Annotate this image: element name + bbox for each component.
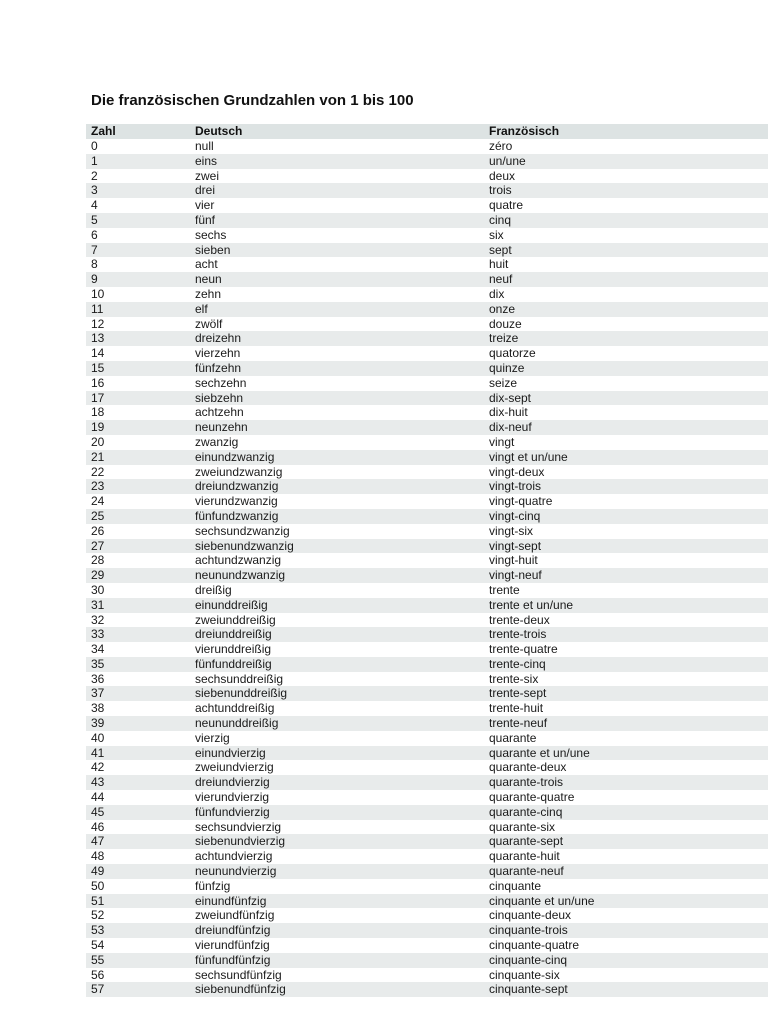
cell-zahl: 26 <box>91 523 105 538</box>
cell-zahl: 1 <box>91 153 98 168</box>
table-row <box>86 435 768 450</box>
table-row <box>86 938 768 953</box>
table-row <box>86 317 768 332</box>
cell-zahl: 17 <box>91 390 105 405</box>
cell-zahl: 8 <box>91 257 98 272</box>
table-row <box>86 716 768 731</box>
cell-deutsch: vierzig <box>195 730 230 745</box>
cell-franzoesisch: trente-cinq <box>489 656 546 671</box>
cell-deutsch: drei <box>195 183 216 198</box>
cell-deutsch: achtundvierzig <box>195 849 273 864</box>
table-row <box>86 642 768 657</box>
column-header-deutsch: Deutsch <box>195 124 243 138</box>
cell-zahl: 25 <box>91 508 105 523</box>
cell-deutsch: dreiundfünfzig <box>195 923 271 938</box>
cell-deutsch: einundzwanzig <box>195 449 275 464</box>
cell-franzoesisch: trente <box>489 582 520 597</box>
table-row <box>86 553 768 568</box>
cell-zahl: 23 <box>91 479 105 494</box>
cell-franzoesisch: six <box>489 227 504 242</box>
cell-deutsch: siebenundzwanzig <box>195 538 294 553</box>
cell-franzoesisch: quatorze <box>489 346 536 361</box>
table-row <box>86 287 768 302</box>
cell-deutsch: null <box>195 139 214 153</box>
cell-deutsch: sechsundzwanzig <box>195 523 290 538</box>
cell-zahl: 56 <box>91 967 105 982</box>
table-row <box>86 894 768 909</box>
cell-deutsch: dreiunddreißig <box>195 627 272 642</box>
table-row <box>86 420 768 435</box>
cell-zahl: 48 <box>91 849 105 864</box>
cell-franzoesisch: cinq <box>489 212 512 227</box>
table-row <box>86 154 768 169</box>
cell-deutsch: fünfzig <box>195 878 231 893</box>
cell-franzoesisch: trois <box>489 183 512 198</box>
cell-franzoesisch: vingt-six <box>489 523 534 538</box>
cell-franzoesisch: huit <box>489 257 509 272</box>
table-row <box>86 391 768 406</box>
cell-franzoesisch: quinze <box>489 360 525 375</box>
table-row <box>86 302 768 317</box>
table-row <box>86 183 768 198</box>
cell-zahl: 49 <box>91 864 105 879</box>
cell-deutsch: neunundvierzig <box>195 864 277 879</box>
table-row <box>86 361 768 376</box>
cell-deutsch: siebzehn <box>195 390 244 405</box>
cell-deutsch: neununddreißig <box>195 716 279 731</box>
cell-zahl: 5 <box>91 212 98 227</box>
cell-franzoesisch: cinquante-deux <box>489 908 572 923</box>
cell-zahl: 35 <box>91 656 105 671</box>
table-row <box>86 627 768 642</box>
cell-zahl: 9 <box>91 272 98 287</box>
cell-zahl: 2 <box>91 168 98 183</box>
cell-deutsch: sechsundfünfzig <box>195 967 282 982</box>
cell-franzoesisch: vingt-quatre <box>489 494 553 509</box>
cell-zahl: 20 <box>91 434 105 449</box>
cell-franzoesisch: trente-six <box>489 671 539 686</box>
table-row <box>86 169 768 184</box>
table-row <box>86 775 768 790</box>
cell-franzoesisch: cinquante-quatre <box>489 938 580 953</box>
table-row <box>86 923 768 938</box>
cell-deutsch: neunundzwanzig <box>195 568 286 583</box>
cell-deutsch: neunzehn <box>195 420 248 435</box>
cell-deutsch: sechs <box>195 227 227 242</box>
cell-deutsch: sechsunddreißig <box>195 671 284 686</box>
cell-deutsch: vierundfünfzig <box>195 938 270 953</box>
cell-franzoesisch: neuf <box>489 272 513 287</box>
cell-zahl: 55 <box>91 952 105 967</box>
table-row <box>86 139 768 154</box>
cell-deutsch: vier <box>195 198 215 213</box>
cell-zahl: 19 <box>91 420 105 435</box>
cell-deutsch: fünfunddreißig <box>195 656 272 671</box>
cell-franzoesisch: cinquante <box>489 878 542 893</box>
cell-deutsch: zwölf <box>195 316 223 331</box>
cell-deutsch: dreißig <box>195 582 232 597</box>
table-row <box>86 834 768 849</box>
table-row <box>86 243 768 258</box>
cell-deutsch: sechzehn <box>195 375 247 390</box>
cell-franzoesisch: quarante et un/une <box>489 745 590 760</box>
table-row <box>86 213 768 228</box>
cell-zahl: 46 <box>91 819 105 834</box>
table-row <box>86 376 768 391</box>
cell-deutsch: sechsundvierzig <box>195 819 282 834</box>
cell-zahl: 37 <box>91 686 105 701</box>
cell-franzoesisch: trente-huit <box>489 701 544 716</box>
table-row <box>86 331 768 346</box>
cell-deutsch: einundfünfzig <box>195 893 267 908</box>
table-row <box>86 568 768 583</box>
cell-deutsch: neun <box>195 272 222 287</box>
cell-franzoesisch: vingt-sept <box>489 538 542 553</box>
cell-franzoesisch: treize <box>489 331 519 346</box>
cell-deutsch: vierzehn <box>195 346 241 361</box>
cell-deutsch: fünf <box>195 212 216 227</box>
cell-zahl: 30 <box>91 582 105 597</box>
cell-franzoesisch: vingt-cinq <box>489 508 541 523</box>
cell-zahl: 12 <box>91 316 105 331</box>
page-title: Die französischen Grundzahlen von 1 bis 100 <box>91 92 414 109</box>
cell-zahl: 14 <box>91 346 105 361</box>
table-row <box>86 746 768 761</box>
cell-deutsch: fünfundfünfzig <box>195 952 271 967</box>
cell-zahl: 50 <box>91 878 105 893</box>
table-row <box>86 760 768 775</box>
cell-franzoesisch: quatre <box>489 198 524 213</box>
cell-franzoesisch: dix-huit <box>489 405 528 420</box>
cell-deutsch: vierundvierzig <box>195 790 270 805</box>
cell-deutsch: vierundzwanzig <box>195 494 278 509</box>
cell-franzoesisch: quarante-quatre <box>489 790 575 805</box>
cell-zahl: 44 <box>91 790 105 805</box>
cell-zahl: 32 <box>91 612 105 627</box>
cell-zahl: 42 <box>91 760 105 775</box>
cell-franzoesisch: vingt-huit <box>489 553 538 568</box>
cell-deutsch: achtundzwanzig <box>195 553 282 568</box>
cell-zahl: 41 <box>91 745 105 760</box>
table-header-row <box>86 124 768 139</box>
cell-franzoesisch: trente et un/une <box>489 597 574 612</box>
cell-franzoesisch: cinquante-six <box>489 967 560 982</box>
table-row <box>86 257 768 272</box>
cell-franzoesisch: cinquante et un/une <box>489 893 595 908</box>
cell-franzoesisch: trente-neuf <box>489 716 548 731</box>
numbers-table <box>86 124 768 997</box>
table-row <box>86 598 768 613</box>
cell-franzoesisch: douze <box>489 316 522 331</box>
table-row <box>86 849 768 864</box>
cell-zahl: 16 <box>91 375 105 390</box>
table-row <box>86 953 768 968</box>
cell-franzoesisch: vingt-trois <box>489 479 542 494</box>
cell-franzoesisch: trente-quatre <box>489 642 558 657</box>
cell-zahl: 13 <box>91 331 105 346</box>
cell-zahl: 31 <box>91 597 105 612</box>
cell-zahl: 39 <box>91 716 105 731</box>
cell-zahl: 15 <box>91 360 105 375</box>
cell-deutsch: elf <box>195 301 208 316</box>
cell-deutsch: siebenundvierzig <box>195 834 286 849</box>
cell-deutsch: zweiundzwanzig <box>195 464 283 479</box>
cell-franzoesisch: quarante-six <box>489 819 556 834</box>
cell-franzoesisch: quarante-sept <box>489 834 564 849</box>
cell-franzoesisch: trente-deux <box>489 612 550 627</box>
cell-deutsch: zehn <box>195 286 222 301</box>
cell-franzoesisch: trente-trois <box>489 627 547 642</box>
cell-franzoesisch: deux <box>489 168 516 183</box>
cell-zahl: 3 <box>91 183 98 198</box>
cell-zahl: 28 <box>91 553 105 568</box>
cell-franzoesisch: cinquante-sept <box>489 982 568 997</box>
cell-franzoesisch: zéro <box>489 139 513 153</box>
table-row <box>86 465 768 480</box>
cell-zahl: 38 <box>91 701 105 716</box>
cell-deutsch: zweiundfünfzig <box>195 908 275 923</box>
cell-franzoesisch: dix <box>489 286 505 301</box>
cell-franzoesisch: dix-sept <box>489 390 532 405</box>
table-row <box>86 790 768 805</box>
cell-franzoesisch: quarante <box>489 730 537 745</box>
table-row <box>86 509 768 524</box>
cell-zahl: 7 <box>91 242 98 257</box>
cell-deutsch: fünfzehn <box>195 360 242 375</box>
cell-deutsch: achtunddreißig <box>195 701 275 716</box>
cell-deutsch: siebenundfünfzig <box>195 982 286 997</box>
cell-deutsch: acht <box>195 257 218 272</box>
cell-franzoesisch: vingt <box>489 434 515 449</box>
cell-franzoesisch: vingt-deux <box>489 464 545 479</box>
cell-deutsch: zweiundvierzig <box>195 760 274 775</box>
table-row <box>86 583 768 598</box>
cell-zahl: 36 <box>91 671 105 686</box>
cell-zahl: 33 <box>91 627 105 642</box>
cell-deutsch: fünfundzwanzig <box>195 508 279 523</box>
cell-zahl: 40 <box>91 730 105 745</box>
table-row <box>86 479 768 494</box>
cell-franzoesisch: quarante-neuf <box>489 864 564 879</box>
cell-franzoesisch: vingt-neuf <box>489 568 542 583</box>
table-row <box>86 701 768 716</box>
cell-zahl: 0 <box>91 139 98 153</box>
cell-franzoesisch: sept <box>489 242 512 257</box>
cell-zahl: 21 <box>91 449 105 464</box>
cell-deutsch: vierunddreißig <box>195 642 272 657</box>
cell-franzoesisch: quarante-trois <box>489 775 564 790</box>
cell-zahl: 57 <box>91 982 105 997</box>
cell-franzoesisch: quarante-cinq <box>489 804 563 819</box>
table-row <box>86 968 768 983</box>
column-header-zahl: Zahl <box>91 124 116 138</box>
cell-franzoesisch: onze <box>489 301 516 316</box>
cell-zahl: 34 <box>91 642 105 657</box>
table-row <box>86 524 768 539</box>
cell-deutsch: dreizehn <box>195 331 242 346</box>
table-row <box>86 198 768 213</box>
cell-zahl: 11 <box>91 301 104 316</box>
table-row <box>86 805 768 820</box>
cell-franzoesisch: un/une <box>489 153 526 168</box>
table-row <box>86 657 768 672</box>
cell-deutsch: fünfundvierzig <box>195 804 270 819</box>
table-row <box>86 539 768 554</box>
cell-deutsch: einunddreißig <box>195 597 268 612</box>
cell-zahl: 6 <box>91 227 98 242</box>
cell-zahl: 22 <box>91 464 105 479</box>
table-row <box>86 228 768 243</box>
cell-franzoesisch: quarante-deux <box>489 760 567 775</box>
table-row <box>86 908 768 923</box>
table-row <box>86 864 768 879</box>
cell-deutsch: zwei <box>195 168 220 183</box>
table-row <box>86 672 768 687</box>
table-row <box>86 879 768 894</box>
table-row <box>86 272 768 287</box>
cell-deutsch: zweiunddreißig <box>195 612 276 627</box>
table-row <box>86 820 768 835</box>
cell-zahl: 27 <box>91 538 105 553</box>
cell-zahl: 53 <box>91 923 105 938</box>
cell-zahl: 29 <box>91 568 105 583</box>
table-row <box>86 731 768 746</box>
cell-deutsch: sieben <box>195 242 231 257</box>
table-row <box>86 982 768 997</box>
cell-zahl: 4 <box>91 198 98 213</box>
cell-zahl: 47 <box>91 834 105 849</box>
cell-franzoesisch: cinquante-trois <box>489 923 568 938</box>
table-row <box>86 494 768 509</box>
table-row <box>86 450 768 465</box>
column-header-franzoesisch: Französisch <box>489 124 560 138</box>
cell-zahl: 51 <box>91 893 105 908</box>
cell-deutsch: dreiundzwanzig <box>195 479 279 494</box>
cell-zahl: 45 <box>91 804 105 819</box>
cell-deutsch: eins <box>195 153 218 168</box>
cell-franzoesisch: vingt et un/une <box>489 449 568 464</box>
table-row <box>86 686 768 701</box>
cell-deutsch: einundvierzig <box>195 745 266 760</box>
cell-deutsch: achtzehn <box>195 405 244 420</box>
table-row <box>86 405 768 420</box>
cell-franzoesisch: cinquante-cinq <box>489 952 568 967</box>
cell-zahl: 43 <box>91 775 105 790</box>
cell-deutsch: siebenunddreißig <box>195 686 288 701</box>
cell-deutsch: zwanzig <box>195 434 239 449</box>
table-row <box>86 613 768 628</box>
cell-zahl: 52 <box>91 908 105 923</box>
cell-deutsch: dreiundvierzig <box>195 775 270 790</box>
cell-zahl: 10 <box>91 286 105 301</box>
cell-zahl: 18 <box>91 405 105 420</box>
cell-franzoesisch: trente-sept <box>489 686 547 701</box>
cell-zahl: 24 <box>91 494 105 509</box>
table-row <box>86 346 768 361</box>
cell-franzoesisch: seize <box>489 375 518 390</box>
cell-franzoesisch: dix-neuf <box>489 420 532 435</box>
cell-franzoesisch: quarante-huit <box>489 849 560 864</box>
cell-zahl: 54 <box>91 938 105 953</box>
